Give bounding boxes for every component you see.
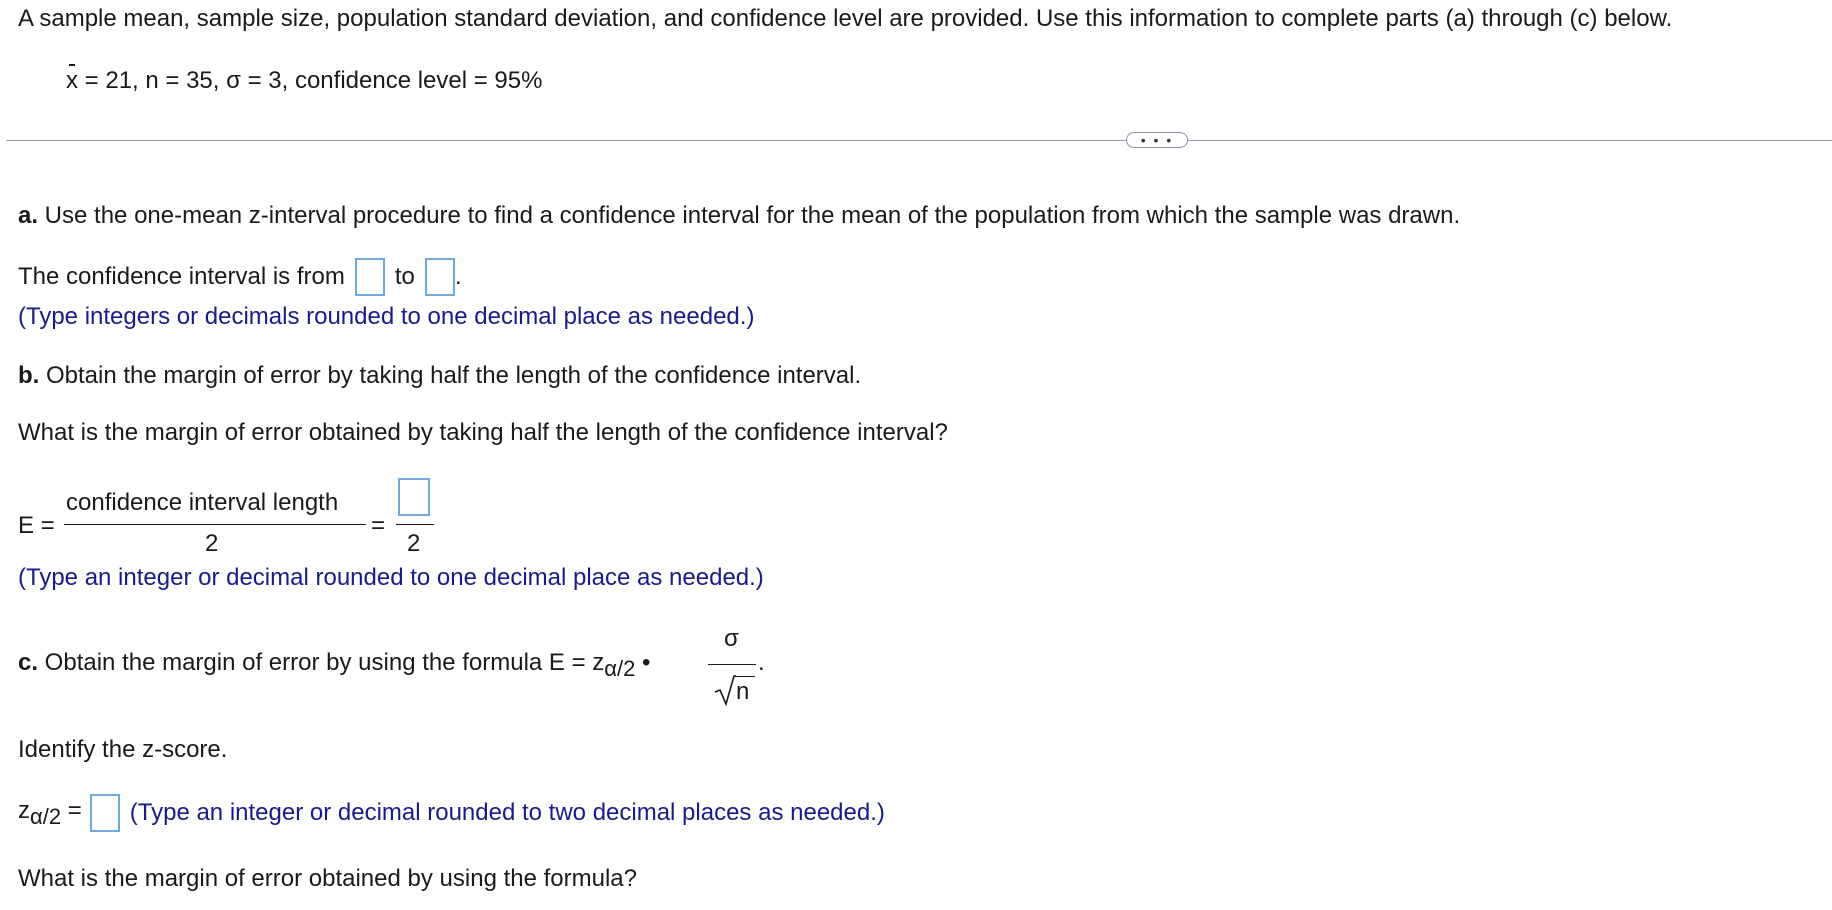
formula-period: . <box>758 649 765 676</box>
part-c-instruction <box>18 648 650 683</box>
part-b-question: What is the margin of error obtained by taking half the length of the confidence interval? <box>18 419 948 446</box>
part-b-instruction <box>18 361 861 391</box>
fraction-numerator: confidence interval length <box>66 489 339 516</box>
part-b-text: Obtain the margin of error by taking half the length of the confidence interval. <box>39 362 862 389</box>
fraction-bar <box>64 524 366 525</box>
interval-lower-input[interactable] <box>355 258 385 296</box>
part-a-hint: (Type integers or decimals rounded to one decimal place as needed.) <box>18 303 755 330</box>
part-c-subscript: α/2 <box>604 656 636 681</box>
fraction-denominator: 2 <box>205 530 219 557</box>
interval-period: . <box>454 263 462 290</box>
part-c-question: What is the margin of error obtained by using the formula? <box>18 865 637 892</box>
interval-answer-row <box>18 258 462 296</box>
expand-more-button[interactable]: • • • <box>1126 132 1188 148</box>
second-fraction-denominator: 2 <box>407 530 421 557</box>
second-fraction-bar <box>396 524 434 525</box>
given-values-text: = 21, n = 35, σ = 3, confidence level = 95% <box>78 67 543 94</box>
sqrt-n-denominator <box>714 672 756 708</box>
z-score-input[interactable] <box>90 794 120 832</box>
part-c-dot: • <box>635 649 651 676</box>
e-equals-label: E = <box>18 512 55 539</box>
z-score-hint: (Type an integer or decimal rounded to two decimal places as needed.) <box>129 799 885 826</box>
part-a-instruction <box>18 201 1460 231</box>
part-a-letter: a. <box>18 202 39 229</box>
sqrt-icon <box>714 672 736 708</box>
section-divider <box>6 140 1832 141</box>
z-label: zα/2 = <box>18 796 82 829</box>
identify-z-score-label: Identify the z-score. <box>18 736 228 763</box>
sigma-numerator: σ <box>724 625 739 652</box>
problem-statement: A sample mean, sample size, population standard deviation, and confidence level are provided. Use this information to complete parts (a) through (c) below. <box>18 5 1673 32</box>
x-bar-symbol: x <box>66 67 78 94</box>
interval-to-label: to <box>394 263 415 290</box>
part-b-hint: (Type an integer or decimal rounded to one decimal place as needed.) <box>18 564 764 591</box>
interval-length-input[interactable] <box>398 478 430 516</box>
sqrt-n-text: n <box>736 678 750 705</box>
part-c-letter: c. <box>18 649 39 676</box>
interval-prefix-label: The confidence interval is from <box>18 263 345 290</box>
z-score-answer-row <box>18 794 885 832</box>
interval-upper-input[interactable] <box>425 258 455 296</box>
part-a-text: Use the one-mean z-interval procedure to find a confidence interval for the mean of the population from which the sample was drawn. <box>38 202 1461 229</box>
fraction-equals-sign: = <box>371 512 386 539</box>
part-c-text: Obtain the margin of error by using the formula E = z <box>38 649 605 676</box>
given-values <box>66 66 542 96</box>
formula-fraction-bar <box>708 664 756 665</box>
part-b-letter: b. <box>18 362 40 389</box>
